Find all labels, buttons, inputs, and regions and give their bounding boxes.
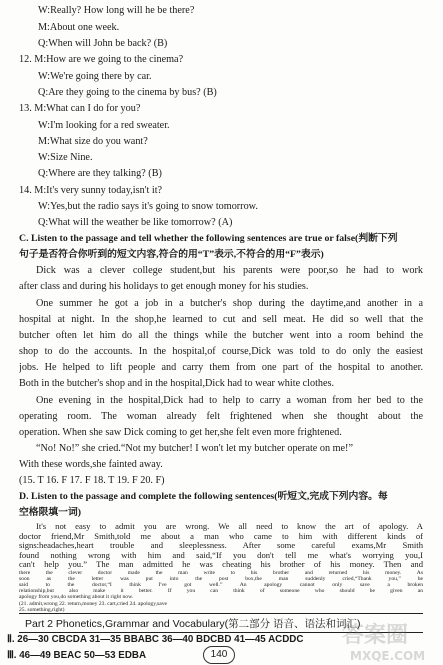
section-d-heading: D. Listen to the passage and complete the following sentences(听短文,完成下列内容。每 bbox=[19, 491, 388, 502]
dialogue-line: W:Size Nine. bbox=[38, 152, 93, 163]
dialogue-line: 14. M:It's very sunny today,isn't it? bbox=[19, 185, 163, 196]
passage-line: signs:headaches,heart trouble and sleeplessness. After some careful exams,Mr Smith bbox=[19, 541, 423, 551]
dialogue-line: W:We're going there by car. bbox=[38, 71, 152, 82]
watermark-logo bbox=[340, 618, 440, 664]
svg-text:MXQE.COM: MXQE.COM bbox=[350, 649, 426, 663]
dialogue-line: W:Really? How long will he be there? bbox=[38, 5, 195, 16]
section-c-heading-cont: 句子是否符合你听到的短文内容,符合的用“T”表示,不符合的用“F”表示) bbox=[19, 249, 324, 260]
answer-key-d: (21. admit,wrong 22. return,money 23. cart,cried 24. apology,save bbox=[19, 600, 167, 607]
answer-key-grammar-2: Ⅲ. 46—49 BEAC 50—53 EDBA bbox=[7, 650, 147, 661]
dialogue-line: M:What size do you want? bbox=[38, 136, 148, 147]
passage-line: found nothing wrong with him and said,“If you don't tell me what's worrying you,I bbox=[19, 550, 423, 560]
answer-key-c: (15. T 16. F 17. F 18. T 19. F 20. F) bbox=[19, 475, 165, 486]
passage-line: With these words,she fainted away. bbox=[19, 459, 163, 470]
passage-line: there the clever doctor made the man write to his brother and returned his money. As bbox=[19, 570, 423, 576]
dialogue-line: W:I'm looking for a red sweater. bbox=[38, 120, 170, 131]
page-number: 140 bbox=[203, 646, 235, 664]
passage-line: operation. When she saw Dick coming to get her,she felt even more frightened. bbox=[19, 427, 342, 438]
passage-line: “No! No!” she cried.“Not my butcher! I won't let my butcher operate on me!” bbox=[36, 443, 353, 454]
passage-line: Both in the butcher's shop and in the hospital,Dick had to wear white clothes. bbox=[19, 378, 335, 389]
passage-line: can't help you.” The man admitted he was cheating his brother of his money. Then and bbox=[19, 560, 423, 570]
passage-line: said to the doctor,“I think I've got well.” An apology cannot only save a broken bbox=[19, 582, 423, 589]
svg-text:答案圈: 答案圈 bbox=[342, 623, 409, 648]
answer-key-d: 25. something,right) bbox=[19, 606, 65, 613]
dialogue-line: Q:What will the weather be like tomorrow? (A) bbox=[38, 217, 233, 228]
section-c-heading: C. Listen to the passage and tell whether the following sentences are true or false(判断下列 bbox=[19, 233, 398, 244]
dialogue-line: M:About one week. bbox=[38, 22, 120, 33]
passage-line: It's not easy to admit you are wrong. We all need to know the art of apology. A bbox=[36, 522, 423, 531]
passage-line: after class and during his holidays to get enough money for his studies. bbox=[19, 281, 309, 292]
passage-line: butcher often let him do all the things while the butcher went into a room behind the bbox=[19, 330, 423, 341]
part2-title: Part 2 Phonetics,Grammar and Vocabulary(第二部分 语音、语法和词汇) bbox=[25, 618, 361, 630]
passage-line: jobs. He helped to lift people and carry them from one part of the hospital to another. bbox=[19, 362, 423, 373]
dialogue-line: 12. M:How are we going to the cinema? bbox=[19, 54, 184, 65]
passage-line: soon as the letter was put into the post box,the man suddenly cried,“Thank you,” he bbox=[19, 576, 423, 583]
dialogue-line: 13. M:What can I do for you? bbox=[19, 103, 141, 114]
passage-line: shop to do the accounts. In the hospital,of course,Dick was told to do only the easiest bbox=[19, 346, 423, 357]
passage-line: operating room. The woman already felt frightened when she thought about the bbox=[19, 411, 423, 422]
passage-line: One summer he got a job in a butcher's shop during the daytime,and another in a bbox=[36, 298, 423, 309]
passage-line: Dick was a clever college student,but his parents were poor,so he had to work bbox=[36, 265, 423, 276]
passage-line: doctor friend,Mr Smith,told me about a man who came to him with different kinds of bbox=[19, 531, 423, 541]
dialogue-line: Q:Are they going to the cinema by bus? (B) bbox=[38, 87, 217, 98]
dialogue-line: Q:When will John be back? (B) bbox=[38, 38, 168, 49]
passage-line: hospital at night. In the shop,he learned to cut and sell meat. He did so well that the bbox=[19, 314, 423, 325]
passage-line: relationship,but also make it better. If you can think of someone who should be given an bbox=[19, 588, 423, 595]
passage-line: One evening in the hospital,Dick had to help to carry a woman from her bed to the bbox=[36, 395, 423, 406]
section-d-heading-cont: 空格限填一词) bbox=[19, 507, 82, 518]
passage-line: apology from you,do something about it right now. bbox=[19, 594, 134, 601]
dialogue-line: Q:Where are they talking? (B) bbox=[38, 168, 162, 179]
answer-key-grammar: Ⅱ. 26—30 CBCDA 31—35 BBABC 36—40 BDCBD 41—45 ACDDC bbox=[7, 634, 304, 645]
dialogue-line: W:Yes,but the radio says it's going to snow tomorrow. bbox=[38, 201, 258, 212]
